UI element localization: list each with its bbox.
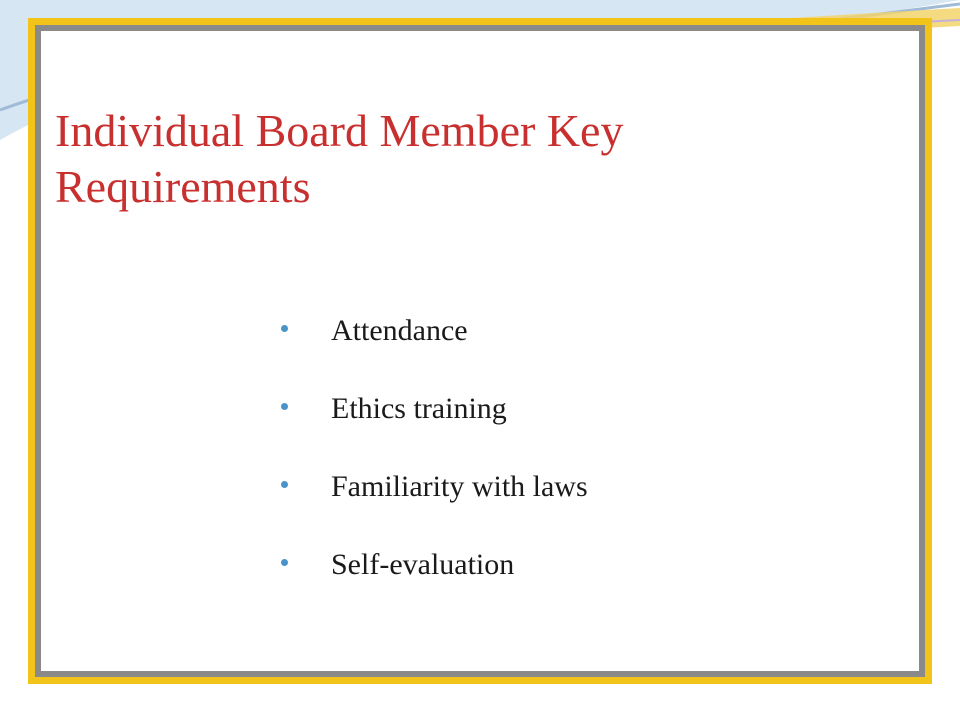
bullet-icon [281, 559, 288, 566]
slide-frame [28, 18, 932, 684]
slide-content-area [41, 31, 919, 671]
bullet-text: Ethics training [331, 392, 507, 425]
slide-title: Individual Board Member Key Requirements [55, 105, 624, 212]
bullet-icon [281, 481, 288, 488]
bullet-text: Self-evaluation [331, 548, 515, 581]
bullet-icon [281, 325, 288, 332]
bullet-text: Familiarity with laws [331, 470, 588, 503]
bullet-text: Attendance [331, 314, 468, 347]
bullet-icon [281, 403, 288, 410]
